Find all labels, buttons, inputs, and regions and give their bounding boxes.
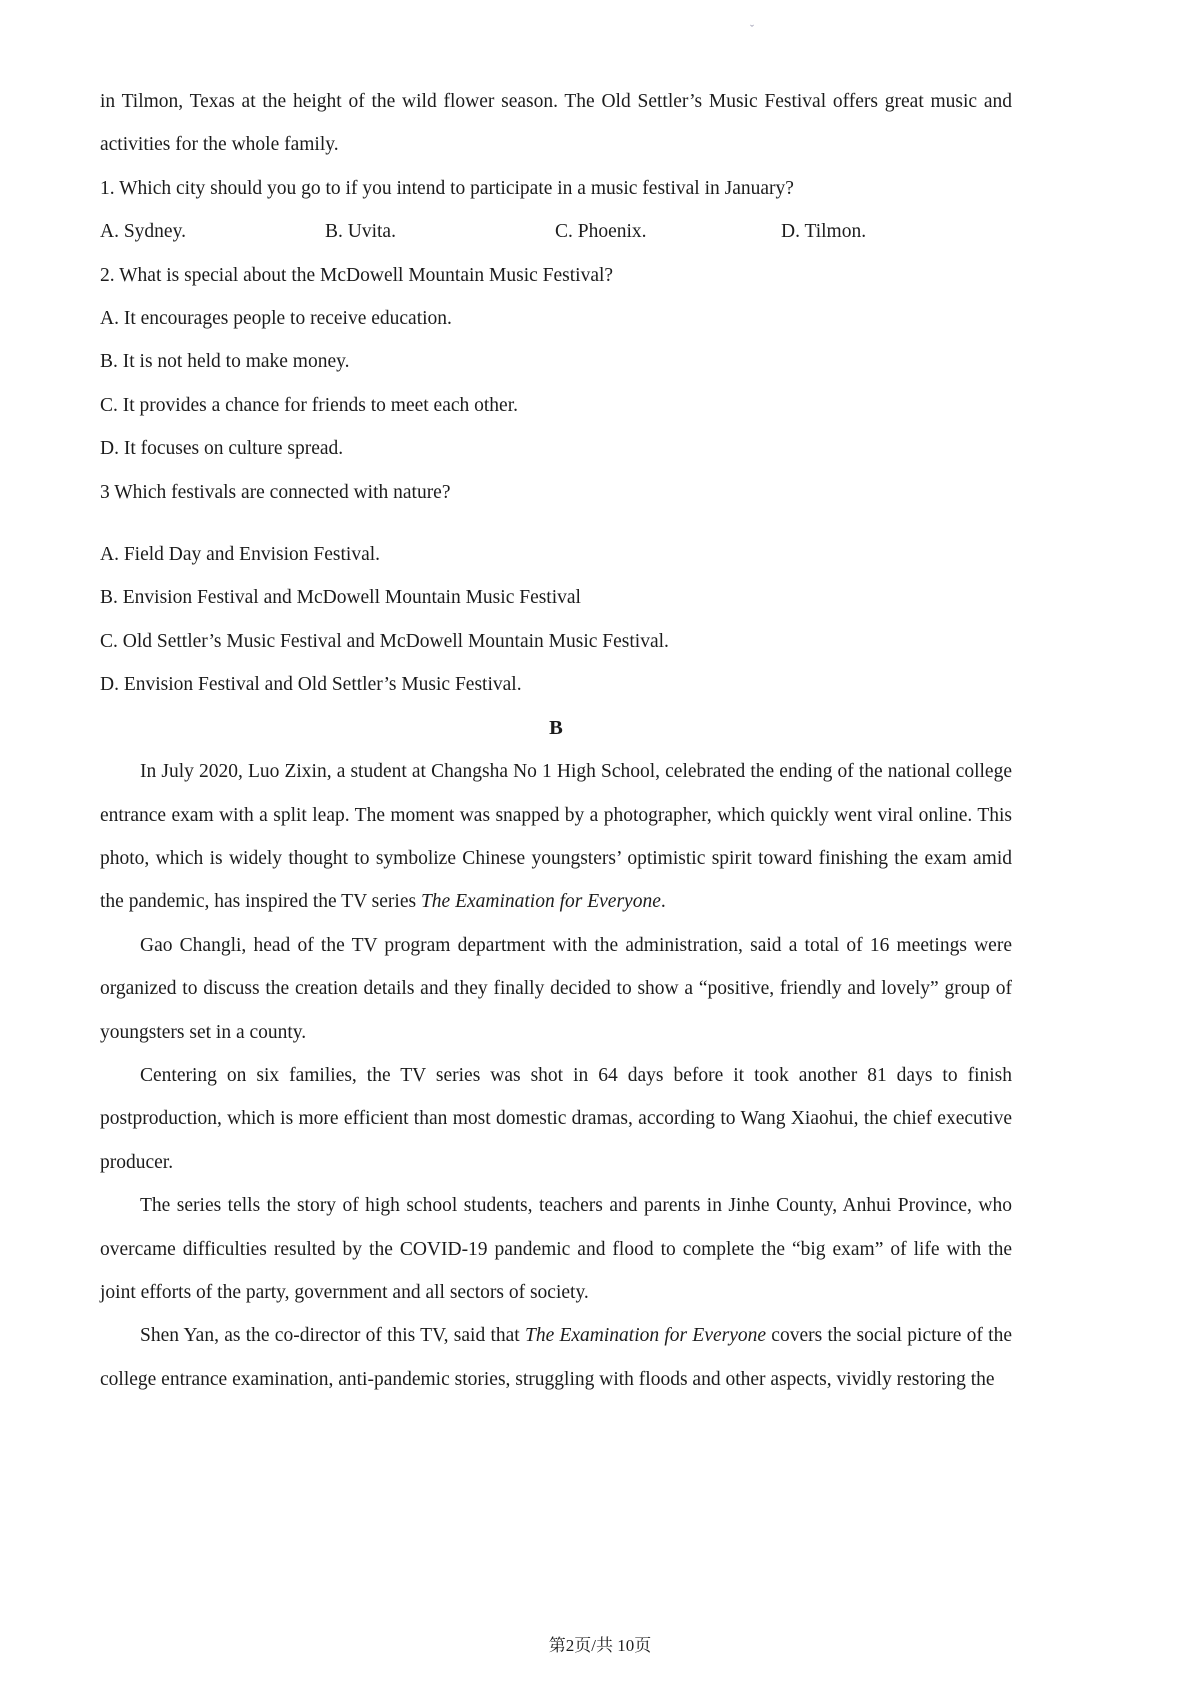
question-1-option-d: D. Tilmon. [781, 221, 867, 243]
question-1-options [100, 210, 1012, 253]
question-3-option-a: A. Field Day and Envision Festival. [100, 544, 381, 566]
question-2-option-c: C. It provides a chance for friends to meet each other. [100, 394, 519, 416]
passage-b-paragraph-4: The series tells the story of high school students, teachers and parents in Jinhe County, Anhui Province, who overcame difficulties resulted by the COVID-19 pandemic and flood to complete the “big exam” of life with the joint efforts of the party, government and all sectors of society. [100, 1195, 1012, 1303]
question-1-option-b: B. Uvita. [325, 221, 396, 243]
paragraph-1-text-end: . [660, 891, 666, 913]
passage-b-paragraph-5 [100, 1314, 1012, 1401]
question-1-option-c: C. Phoenix. [555, 221, 647, 243]
question-1-stem: 1. Which city should you go to if you intend to participate in a music festival in January? [100, 177, 794, 199]
page-content [100, 80, 1012, 1401]
question-2-option-a: A. It encourages people to receive education. [100, 308, 452, 330]
question-3-option-b: B. Envision Festival and McDowell Mountain Music Festival [100, 587, 581, 609]
passage-b-paragraph-1 [100, 750, 1012, 924]
section-b-heading: B [549, 716, 563, 739]
question-3-option-c: C. Old Settler’s Music Festival and McDowell Mountain Music Festival. [100, 630, 669, 652]
paragraph-1-text: In July 2020, Luo Zixin, a student at Changsha No 1 High School, celebrated the ending of the national college entrance exam with a split leap. The moment was snapped by a photographer, which quickly went viral online. This photo, which is widely thought to symbolize Chinese youngsters’ optimistic spirit toward finishing the exam amid the pandemic, has inspired the TV series [100, 761, 1012, 913]
page-number-footer: 第2页/共 10页 [548, 1636, 652, 1655]
tv-series-title-italic: The Examination for Everyone [420, 891, 661, 913]
question-3-options [100, 533, 1012, 707]
paragraph-5-text: Shen Yan, as the co-director of this TV, said that [140, 1325, 525, 1347]
question-2-option-b: B. It is not held to make money. [100, 351, 350, 373]
question-2-stem: 2. What is special about the McDowell Mountain Music Festival? [100, 264, 614, 286]
passage-b-paragraph-3: Centering on six families, the TV series was shot in 64 days before it took another 81 days to finish postproduction, which is more efficient than most domestic dramas, according to Wang Xiaohui, the chief executive producer. [100, 1064, 1012, 1173]
question-3-stem: 3 Which festivals are connected with nature? [100, 481, 451, 503]
question-1-option-a: A. Sydney. [100, 221, 186, 243]
passage-a-continuation: in Tilmon, Texas at the height of the wild flower season. The Old Settler’s Music Festival offers great music and activities for the whole family. [100, 91, 1012, 156]
question-2-option-d: D. It focuses on culture spread. [100, 438, 344, 460]
stray-mark: ˇ [750, 22, 754, 36]
paragraph-5-text-end: covers the social picture of the college entrance examination, anti-pandemic stories, struggling with floods and other aspects, vividly restoring the [100, 1325, 1013, 1390]
passage-b-paragraph-2: Gao Changli, head of the TV program department with the administration, said a total of 16 meetings were organized to discuss the creation details and they finally decided to show a “positive, friendly and lovely” group of youngsters set in a county. [100, 934, 1012, 1043]
tv-series-title-italic-2: The Examination for Everyone [524, 1325, 767, 1347]
question-3-option-d: D. Envision Festival and Old Settler’s Music Festival. [100, 674, 522, 696]
